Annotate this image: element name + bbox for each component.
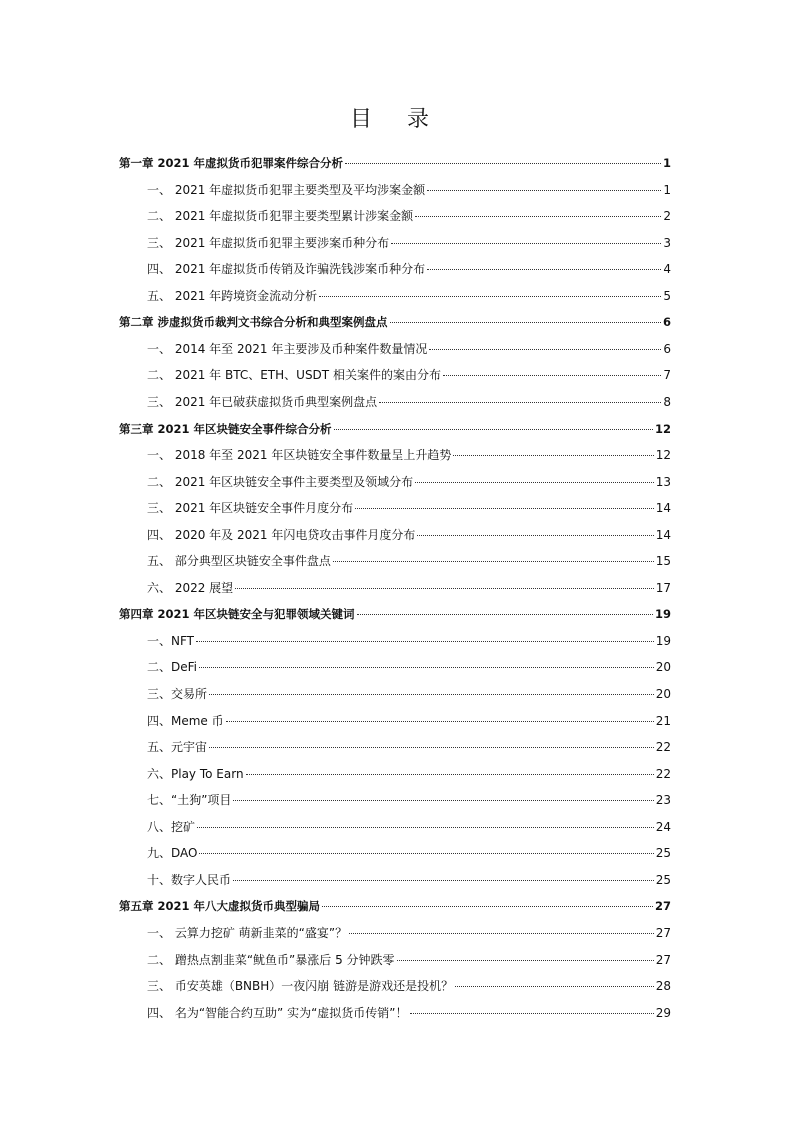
toc-section-entry[interactable] [147,260,671,278]
toc-section-entry[interactable] [147,632,671,650]
dot-leader [415,216,661,217]
toc-page-number: 24 [655,819,671,834]
toc-section-entry[interactable] [147,340,671,358]
toc-section-entry[interactable] [147,924,671,942]
toc-entry-label: 二、 蹭热点割韭菜“鱿鱼币”暴涨后 5 分钟跌零 [147,952,395,967]
toc-entry-label: 五、 部分典型区块链安全事件盘点 [147,554,331,569]
toc-entry-label: 八、挖矿 [147,819,196,834]
dot-leader [427,190,661,191]
toc-entry-label: 四、 名为“智能合约互助” 实为“虚拟货币传销”！ [147,1005,408,1020]
dot-leader [199,853,653,854]
toc-entry-label: 第五章 2021 年八大虚拟货币典型骗局 [119,899,321,914]
toc-section-entry[interactable] [147,473,671,491]
toc-entry-label: 一、NFT [147,633,194,648]
toc-section-entry[interactable] [147,685,671,703]
dot-leader [333,561,654,562]
toc-entry-label: 二、 2021 年 BTC、ETH、USDT 相关案件的案由分布 [147,368,441,383]
dot-leader [410,1013,654,1014]
toc-page-number: 3 [663,235,671,250]
toc-section-entry[interactable] [147,579,671,597]
dot-leader [196,641,654,642]
toc-entry-label: 三、 币安英雄（BNBH）一夜闪崩 链游是游戏还是投机？ [147,979,454,994]
toc-entry-label: 三、交易所 [147,687,208,701]
toc-entry-label: 十、数字人民币 [147,872,232,887]
dot-leader [197,827,654,828]
toc-section-entry[interactable] [147,738,671,756]
toc-chapter-entry[interactable] [119,605,671,623]
toc-page-number: 21 [655,713,671,728]
toc-page-number: 22 [655,766,671,781]
dot-leader [345,163,661,164]
toc-section-entry[interactable] [147,287,671,305]
toc-page-number: 19 [655,633,671,648]
page-title: 目 录 [350,107,443,132]
toc-page-number: 7 [663,368,671,383]
toc-page-number: 2 [663,209,671,224]
toc-entry-label: 六、 2022 展望 [147,580,234,595]
toc-entry-label: 九、DAO [147,846,198,861]
dot-leader [379,402,661,403]
dot-leader [355,508,654,509]
toc-section-entry[interactable] [147,234,671,252]
toc-page-number: 15 [655,554,671,569]
toc-entry-label: 一、 2014 年至 2021 年主要涉及币种案件数量情况 [147,341,428,356]
toc-entry-label: 一、 云算力挖矿 萌新韭菜的“盛宴”？ [147,925,348,940]
dot-leader [397,960,654,961]
toc-entry-label: 第一章 2021 年虚拟货币犯罪案件综合分析 [119,156,344,170]
toc-page-number: 5 [663,288,671,303]
toc-page-number: 14 [655,527,671,542]
toc-section-entry[interactable] [147,526,671,544]
toc-page-number: 12 [654,421,671,436]
toc-section-entry[interactable] [147,446,671,464]
toc-page-number: 20 [655,660,671,675]
toc-section-entry[interactable] [147,181,671,199]
toc-entry-label: 二、 2021 年虚拟货币犯罪主要类型累计涉案金额 [147,209,414,224]
toc-chapter-entry[interactable] [119,313,671,331]
dot-leader [233,880,654,881]
toc-entry-label: 四、 2021 年虚拟货币传销及诈骗洗钱涉案币种分布 [147,262,426,277]
toc-entry-label: 五、元宇宙 [147,740,208,755]
toc-page-number: 28 [655,979,671,994]
toc-entry-label: 一、 2018 年至 2021 年区块链安全事件数量呈上升趋势 [147,448,452,463]
toc-page-number: 27 [654,899,671,914]
toc-section-entry[interactable] [147,658,671,676]
toc-page-number: 4 [663,262,671,277]
dot-leader [455,986,654,987]
toc-entry-label: 三、 2021 年虚拟货币犯罪主要涉案币种分布 [147,235,390,250]
dot-leader [429,349,661,350]
toc-section-entry[interactable] [147,499,671,517]
toc-page-number: 29 [655,1005,671,1020]
toc-entry-label: 五、 2021 年跨境资金流动分析 [147,288,318,303]
toc-page-number: 1 [662,156,671,170]
toc-section-entry[interactable] [147,712,671,730]
toc-page-number: 13 [655,474,671,489]
dot-leader [349,933,654,934]
toc-entry-label: 四、 2020 年及 2021 年闪电贷攻击事件月度分布 [147,527,416,542]
dot-leader [453,455,653,456]
toc-entry-label: 第二章 涉虚拟货币裁判文书综合分析和典型案例盘点 [119,315,388,330]
toc-entry-label: 三、 2021 年已破获虚拟货币典型案例盘点 [147,394,378,409]
dot-leader [235,588,654,589]
dot-leader [209,694,654,695]
toc-chapter-entry[interactable] [119,897,671,915]
dot-leader [415,482,654,483]
toc-section-entry[interactable] [147,552,671,570]
toc-entry-label: 第四章 2021 年区块链安全与犯罪领域关键词 [119,607,355,622]
toc-entry-label: 七、“土狗”项目 [147,793,232,808]
dot-leader [233,800,653,801]
dot-leader [334,429,653,430]
dot-leader [322,906,653,907]
toc-section-entry[interactable] [147,977,671,995]
toc-page-number: 25 [655,872,671,887]
toc-entry-label: 六、Play To Earn [147,766,244,781]
toc-section-entry[interactable] [147,366,671,384]
toc-entry-label: 第三章 2021 年区块链安全事件综合分析 [119,421,332,436]
dot-leader [246,774,654,775]
toc-section-entry[interactable] [147,765,671,783]
toc-page-number: 27 [655,925,671,940]
toc-page-number: 22 [655,740,671,755]
dot-leader [226,721,654,722]
toc-entry-label: 一、 2021 年虚拟货币犯罪主要类型及平均涉案金额 [147,182,426,197]
toc-entry-label: 三、 2021 年区块链安全事件月度分布 [147,501,354,516]
dot-leader [417,535,653,536]
toc-page-number: 14 [655,501,671,516]
toc-page-number: 1 [663,182,671,197]
dot-leader [199,667,654,668]
dot-leader [209,747,654,748]
toc-section-entry[interactable] [147,871,671,889]
toc-page-number: 6 [663,341,671,356]
toc-chapter-entry[interactable] [119,154,671,172]
toc-section-entry[interactable] [147,844,671,862]
toc-page-number: 27 [655,952,671,967]
dot-leader [357,614,653,615]
toc-entry-label: 二、DeFi [147,660,197,675]
toc-section-entry[interactable] [147,207,671,225]
dot-leader [427,269,661,270]
toc-section-entry[interactable] [147,1004,671,1022]
toc-entry-label: 四、Meme 币 [147,713,224,728]
dot-leader [391,243,661,244]
toc-page-number: 17 [655,580,671,595]
toc-section-entry[interactable] [147,791,671,809]
toc-page-number: 25 [655,846,671,861]
toc-page-number: 6 [662,315,671,330]
toc-page-number: 23 [655,793,671,808]
toc-section-entry[interactable] [147,393,671,411]
toc-section-entry[interactable] [147,818,671,836]
toc-page-number: 19 [654,607,671,622]
dot-leader [319,296,661,297]
toc-chapter-entry[interactable] [119,420,671,438]
toc-page-number: 8 [663,394,671,409]
toc-page-number: 20 [655,687,671,701]
toc-entry-label: 二、 2021 年区块链安全事件主要类型及领域分布 [147,474,414,489]
dot-leader [390,322,661,323]
dot-leader [443,375,661,376]
toc-section-entry[interactable] [147,951,671,969]
toc-page-number: 12 [655,448,671,463]
